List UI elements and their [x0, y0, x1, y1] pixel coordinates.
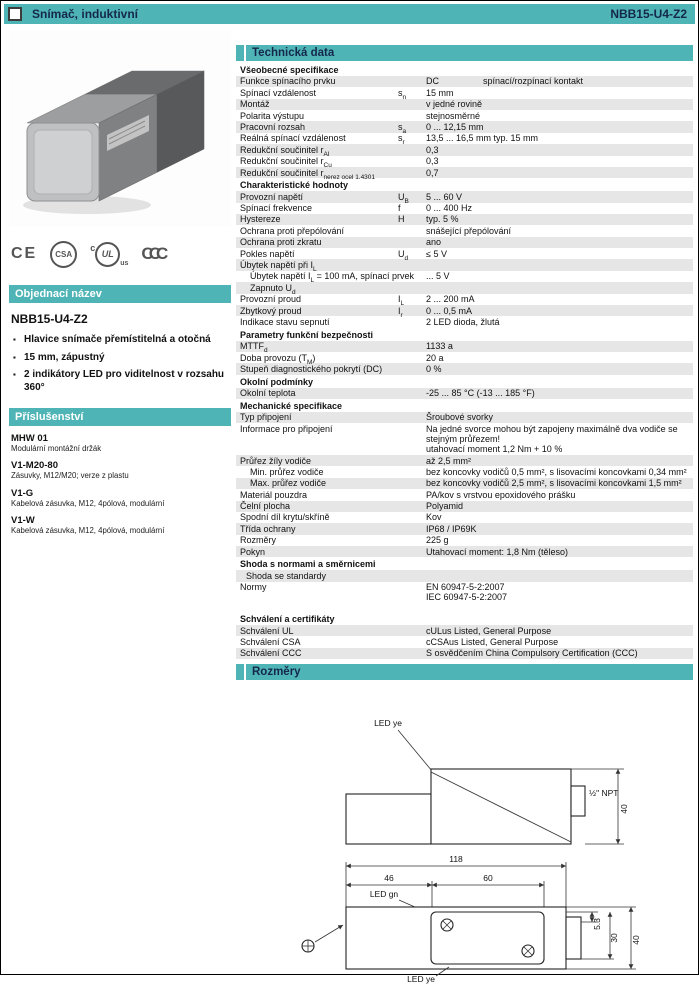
page-header-bar [4, 4, 695, 24]
tech-row-symbol: H [398, 214, 405, 225]
value-text: bez koncovky vodičů 2,5 mm², s lisovacími koncovkami 1,5 mm² [426, 478, 682, 489]
tech-row-value [426, 237, 689, 247]
technical-data-bar [236, 45, 693, 61]
tech-row-value [426, 490, 689, 500]
product-photo [9, 31, 231, 227]
ul-c-prefix: c [90, 242, 96, 253]
bullet-icon: ▪ [13, 370, 16, 379]
tech-row-symbol [398, 317, 426, 327]
tech-row-value [426, 524, 689, 534]
tech-row-symbol [398, 388, 426, 398]
ccc-mark-icon: CCC [141, 244, 164, 263]
feature-list [9, 334, 231, 394]
tech-row-symbol: $U_d$ [398, 248, 409, 262]
tech-row-value [426, 214, 689, 224]
tech-row [236, 501, 693, 512]
feature-item [13, 334, 231, 347]
value-text: ≤ 5 V [426, 248, 447, 259]
tech-row-value [426, 478, 689, 488]
tech-row [236, 282, 693, 296]
value-text: 5 ... 60 V [426, 191, 463, 202]
tech-row-label: Stupeň diagnostického pokrytí (DC) [240, 363, 383, 374]
tech-row [236, 87, 693, 101]
tech-row-symbol [398, 341, 426, 351]
tech-row [236, 99, 693, 110]
tech-row [236, 225, 693, 236]
tech-row [236, 478, 693, 489]
value-line: utahovací moment 1,2 Nm + 10 % [426, 444, 563, 455]
value-text: 0,7 [426, 167, 439, 178]
tech-row-label: Reálná spínací vzdálenost [240, 133, 346, 144]
feature-item [13, 369, 231, 394]
ul-us-suffix: us [120, 259, 129, 267]
tech-row [236, 248, 693, 262]
tech-row-label: Úbytek napětí při $I_L$ [240, 260, 317, 273]
label-npt: ½" NPT [589, 788, 619, 799]
tech-row [236, 625, 693, 636]
value-text: 20 a [426, 352, 444, 363]
accessory-desc: Kabelová zásuvka, M12, 4pólová, modulární [11, 498, 165, 508]
tech-row-symbol [398, 648, 426, 658]
order-designation-header: Objednací název [9, 285, 231, 303]
tech-row-label: Indikace stavu sepnutí [240, 317, 330, 327]
tech-row [236, 412, 693, 423]
value-text: 2 ... 200 mA [426, 294, 475, 305]
value-text: bez koncovky vodičů 0,5 mm², s lisovacími koncovkami 0,34 mm² [426, 466, 687, 477]
tech-row-label: Rozměry [240, 535, 277, 546]
tech-row-label: Normy [240, 582, 267, 593]
accessory-item [11, 488, 231, 508]
tech-row-symbol [398, 226, 426, 236]
tech-row-label: Zbytkový proud [240, 305, 302, 316]
accessory-name: V1-M20-80 [11, 460, 58, 472]
tech-row-symbol [398, 237, 426, 247]
tech-row-label: Provozní napětí [240, 191, 304, 202]
tech-row-label: Montáž [240, 99, 270, 110]
tech-row-value [426, 156, 689, 166]
tech-row-label: Ochrana proti zkratu [240, 237, 322, 248]
page-title: Snímač, induktivní [32, 7, 139, 21]
tech-row-value [426, 249, 689, 259]
tech-row-value [426, 260, 689, 270]
dimensions-title: Rozměry [246, 664, 693, 680]
dimension-drawing-svg [236, 684, 693, 984]
tech-row-value [426, 341, 689, 351]
tech-row-label: $MTTF_d$ [240, 341, 268, 354]
certification-icons [11, 237, 231, 271]
value-text: 0 ... 0,5 mA [426, 305, 473, 316]
tech-row-label: Polarita výstupu [240, 110, 305, 121]
tech-row [236, 271, 693, 285]
tech-row-label: Ochrana proti přepólování [240, 225, 345, 236]
tech-row-symbol: $I_r$ [398, 305, 403, 319]
tech-row-label: Pokyn [240, 546, 266, 557]
tech-row [236, 535, 693, 546]
tech-row-value [426, 271, 689, 281]
tech-section-row: Mechanické specifikace [236, 399, 693, 412]
tech-row [236, 316, 693, 327]
tech-row-value [426, 88, 689, 98]
accessory-name: MHW 01 [11, 433, 48, 444]
value-text: cCSAus Listed, General Purpose [426, 637, 559, 648]
dimension-drawing [236, 684, 693, 984]
tech-row-value [426, 547, 689, 557]
tech-row-symbol [398, 76, 426, 86]
order-code: NBB15-U4-Z2 [11, 312, 88, 326]
tech-row-symbol [398, 637, 426, 647]
tech-row-label: Okolní teplota [240, 388, 296, 399]
value-text: v jedné rovině [426, 99, 483, 110]
tech-row-symbol [398, 424, 426, 455]
tech-row-value [426, 76, 689, 86]
label-led-ye-bottom: LED ye [407, 974, 435, 985]
tech-row [236, 133, 693, 147]
tech-row-label: Min. průřez vodiče [250, 466, 324, 477]
tech-row-symbol [398, 271, 426, 281]
tech-row-label: Redukční součinitel $r_{nerez ocel 1.4301}$ [240, 167, 375, 181]
value-text: 0 ... 400 Hz [426, 203, 473, 214]
tech-row [236, 582, 693, 604]
tech-row-label: Schválení CSA [240, 637, 301, 648]
tech-row-symbol [398, 501, 426, 511]
tech-row [236, 110, 693, 121]
tech-row-symbol [398, 168, 426, 178]
tech-row-label: Redukční součinitel $r_{Al}$ [240, 144, 330, 158]
tech-row-label: Spínací frekvence [240, 203, 313, 214]
tech-row [236, 214, 693, 225]
bullet-icon: ▪ [13, 335, 16, 344]
tech-row-value [426, 637, 689, 647]
tech-row-symbol [398, 364, 426, 374]
value-text: snášející přepólování [426, 225, 512, 236]
value-line: stejným průřezem! [426, 433, 501, 444]
tech-row-label: Redukční součinitel $r_{Cu}$ [240, 156, 332, 169]
accessory-item [11, 515, 231, 535]
tech-row-label: Schválení UL [240, 625, 294, 636]
dim-label-118: 118 [449, 854, 463, 865]
tech-row-value [426, 571, 689, 581]
tech-row [236, 294, 693, 308]
accessory-desc: Modulární montážní držák [11, 444, 102, 453]
tech-row [236, 167, 693, 181]
value-line: EN 60947-5-2:2007 [426, 582, 505, 593]
tech-row-symbol: $s_r$ [398, 133, 405, 147]
tech-row-label: Spodní díl krytu/skříně [240, 512, 330, 523]
tech-section-row: Shoda s normami a směrnicemi [236, 557, 693, 570]
left-column [9, 31, 231, 535]
label-led-gn: LED gn [369, 889, 399, 900]
accessory-item [11, 460, 231, 480]
dim-label-60: 60 [483, 873, 493, 884]
value-text: 15 mm [426, 87, 454, 98]
tech-row-value [426, 648, 689, 658]
tech-row-label: Spínací vzdálenost [240, 87, 317, 98]
tech-row-label: Schválení CCC [240, 648, 302, 659]
tech-row-value [426, 122, 689, 132]
tech-section-row: Schválení a certifikáty [236, 612, 693, 625]
tech-row-value [426, 133, 689, 143]
tech-row-label: Shoda se standardy [246, 570, 327, 581]
tech-row-value [426, 353, 689, 363]
ul-mark-icon [90, 242, 128, 267]
tech-row [236, 144, 693, 158]
dim-label-46: 46 [384, 873, 394, 884]
tech-row-symbol [398, 512, 426, 522]
tech-row-label: Třída ochrany [240, 523, 296, 534]
tech-row-symbol [398, 547, 426, 557]
tech-subsection-row [236, 570, 693, 581]
tech-section-row: Všeobecné specifikace [236, 63, 693, 76]
tech-row-label: Pracovní rozsah [240, 121, 306, 132]
tech-row-value [426, 306, 689, 316]
value-text: Kov [426, 512, 442, 523]
value-text: 1133 a [426, 341, 453, 352]
tech-row-symbol [398, 626, 426, 636]
tech-row-value [426, 145, 689, 155]
tech-row-symbol [398, 535, 426, 545]
tech-row-value [426, 364, 689, 374]
value-line: IEC 60947-5-2:2007 [426, 592, 508, 603]
tech-row [236, 259, 693, 273]
value-text-2: spínací/rozpínací kontakt [483, 76, 584, 87]
tech-row-label: Čelní plocha [240, 501, 291, 512]
tech-row-symbol: $s_a$ [398, 121, 407, 135]
tech-row-value [426, 99, 689, 109]
tech-row [236, 191, 693, 205]
tech-row [236, 512, 693, 523]
tech-row-label: Provozní proud [240, 294, 302, 305]
accessory-desc: Kabelová zásuvka, M12, 4pólová, modulární [11, 526, 165, 536]
tech-row-symbol: $U_B$ [398, 191, 409, 205]
tech-row [236, 546, 693, 557]
tech-row-symbol [398, 571, 426, 581]
value-text: IP68 / IP69K [426, 523, 477, 534]
tech-row-symbol [398, 524, 426, 534]
tech-row [236, 388, 693, 399]
value-text: DC [426, 76, 439, 87]
value-text: PA/kov s vrstvou epoxidového prášku [426, 489, 576, 500]
value-text: typ. 5 % [426, 214, 459, 225]
product-code-header: NBB15-U4-Z2 [610, 7, 687, 21]
bullet-icon: ▪ [13, 352, 16, 362]
tech-row-symbol [398, 260, 426, 270]
value-text: Utahovací moment: 1,8 Nm (těleso) [426, 546, 569, 557]
value-text: S osvědčením China Compulsory Certification (CCC) [426, 648, 638, 659]
tech-table [236, 63, 693, 659]
tech-row-symbol [398, 99, 426, 109]
value-text: Šroubové svorky [426, 412, 494, 423]
value-text: -25 ... 85 °C (-13 ... 185 °F) [426, 388, 535, 399]
bar-notch [236, 45, 244, 61]
accessory-item [11, 433, 231, 453]
value-text: stejnosměrné [426, 110, 481, 121]
value-text: Polyamid [426, 501, 464, 512]
feature-text: 15 mm, zápustný [24, 351, 105, 363]
tech-row-symbol [398, 490, 426, 500]
tech-row-label: Max. průřez vodiče [250, 478, 327, 489]
tech-row [236, 636, 693, 647]
tech-row-value [426, 111, 689, 121]
sensor-product-image [9, 31, 231, 227]
tech-row-symbol [398, 111, 426, 121]
tech-row-label: Materiál pouzdra [240, 489, 308, 500]
tech-row [236, 341, 693, 352]
tech-section-row: Okolní podmínky [236, 375, 693, 388]
tech-row-value [426, 626, 689, 636]
dim-label-5-3: 5.3 [592, 918, 602, 931]
tech-row-value [426, 168, 689, 178]
tech-row-label: Průřez žíly vodiče [240, 455, 312, 466]
tech-row [236, 523, 693, 534]
ul-circle: UL [95, 242, 120, 267]
dim-label-40-plan: 40 [631, 935, 641, 945]
tech-row-value [426, 317, 689, 327]
tech-row [236, 156, 693, 167]
tech-row-symbol [398, 467, 426, 477]
value-text: 0 % [426, 363, 442, 374]
tech-gap-row [236, 603, 693, 612]
accessory-desc: Zásuvky, M12/M20; verze z plastu [11, 471, 129, 481]
tech-row-value [426, 456, 689, 466]
tech-row-label: Informace pro připojení [240, 423, 333, 434]
tech-row-label: Hystereze [240, 214, 281, 225]
tech-row-symbol [398, 353, 426, 363]
tech-section-row: Parametry funkční bezpečnosti [236, 328, 693, 341]
tech-row [236, 648, 693, 659]
tech-row [236, 466, 693, 477]
tech-row-value [426, 192, 689, 202]
dimensions-bar [236, 664, 693, 680]
csa-mark-icon: CSA [50, 241, 77, 268]
accessory-name: V1-G [11, 487, 34, 499]
tech-row-symbol [398, 145, 426, 155]
technical-data-title: Technická data [246, 45, 693, 61]
tech-row-symbol [398, 156, 426, 166]
value-text: 2 LED dioda, žlutá [426, 317, 500, 327]
tech-row-symbol: $I_L$ [398, 294, 405, 308]
accessory-name: V1-W [11, 515, 35, 527]
value-text: až 2,5 mm² [426, 455, 472, 466]
tech-row-label: Funkce spínacího prvku [240, 76, 336, 87]
tech-row-value [426, 424, 689, 455]
tech-row [236, 363, 693, 374]
tech-row-value [426, 467, 689, 477]
value-text: 225 g [426, 535, 449, 546]
right-column [236, 45, 693, 984]
bar-notch [236, 664, 244, 680]
tech-row [236, 305, 693, 319]
tech-row [236, 489, 693, 500]
tech-row [236, 423, 693, 455]
value-text: ano [426, 237, 442, 248]
tech-row-symbol: $s_n$ [398, 87, 407, 101]
tech-row-symbol [398, 456, 426, 466]
tech-row-label: Zapnuto $U_d$ [250, 282, 296, 296]
tech-row-symbol: f [398, 203, 401, 214]
tech-row-value [426, 535, 689, 545]
value-text: cULus Listed, General Purpose [426, 625, 552, 636]
value-text: 0,3 [426, 144, 439, 155]
dim-label-40-side: 40 [619, 804, 629, 814]
label-led-ye-top: LED ye [374, 718, 402, 729]
value-text: 0,3 [426, 156, 439, 167]
tech-row-value [426, 412, 689, 422]
tech-row [236, 237, 693, 248]
tech-row [236, 352, 693, 366]
value-text: 13,5 ... 16,5 mm typ. 15 mm [426, 133, 539, 144]
tech-row-value [426, 501, 689, 511]
feature-text: 2 indikátory LED pro viditelnost v rozsahu 360° [24, 369, 225, 393]
ce-mark-icon: CE [11, 245, 38, 262]
tech-row-value [426, 512, 689, 522]
tech-row-value [426, 283, 689, 293]
tech-row [236, 203, 693, 214]
tech-row-symbol [398, 478, 426, 488]
dim-label-30: 30 [609, 933, 619, 943]
tech-row-label: Úbytek napětí $I_L = 100$ mA, spínací prvek [250, 271, 414, 285]
tech-row-label: Typ připojení [240, 412, 292, 423]
tech-section-row: Charakteristické hodnoty [236, 178, 693, 191]
feature-item [13, 352, 231, 365]
tech-row [236, 455, 693, 466]
tech-row-symbol [398, 412, 426, 422]
value-line: Na jedné svorce mohou být zapojeny maximálně dva vodiče se [426, 423, 678, 434]
feature-text: Hlavice snímače přemístitelná a otočná [24, 334, 211, 345]
tech-row-value [426, 294, 689, 304]
tech-row [236, 121, 693, 135]
tech-row-value [426, 582, 689, 602]
accessory-list [9, 433, 231, 535]
tech-row-value [426, 388, 689, 398]
tech-row [236, 76, 693, 87]
tech-row-value [426, 203, 689, 213]
tech-row-symbol [398, 582, 426, 602]
tech-row-label: Doba provozu $(T_M)$ [240, 352, 316, 366]
tech-row-label: Pokles napětí [240, 248, 295, 259]
value-text: 0 ... 12,15 mm [426, 121, 484, 132]
product-family-icon [8, 7, 22, 21]
tech-row-symbol [398, 283, 426, 293]
value-text: ... 5 V [426, 271, 450, 282]
tech-row-value [426, 226, 689, 236]
accessories-header: Příslušenství [9, 408, 231, 426]
